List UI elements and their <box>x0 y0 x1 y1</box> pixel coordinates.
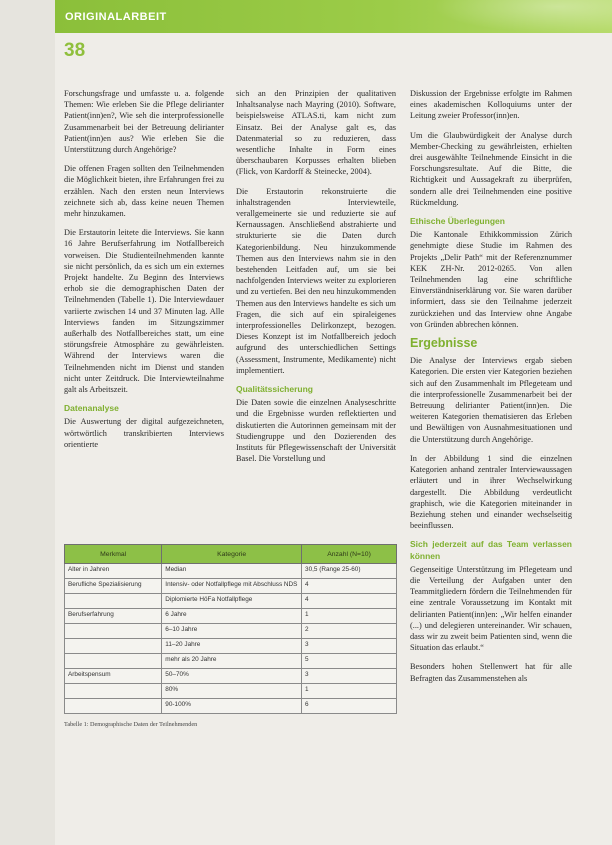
table-cell: 50–70% <box>162 669 302 684</box>
section-label: ORIGINALARBEIT <box>65 11 167 23</box>
paragraph: Um die Glaubwürdigkeit der Analyse durch Member-Checking zu gewährleisten, erhielten drei ausgewählte Teilnehmende Einsicht in die Forschungsresultate. Auf die Bitte, die Richtigkeit und Aussagekraft zu überprüfen, sondern alle drei Teilnehmenden eine positive Rückmeldung. <box>410 130 572 207</box>
paragraph: Diskussion der Ergebnisse erfolgte im Rahmen eines akademischen Kolloquiums unter der Leitung zweier Professor(inn)en. <box>410 89 572 121</box>
paragraph: Forschungsfrage und umfasste u. a. folgende Themen: Wie erleben Sie die Pflege delirianter Patient(inn)en?, Wie seh die interprofessionelle Zusammenarbeit bei der Betreuung delirianter Patient(inn)en aus? Wie erleben Sie die Unterstützung durch Angehörige? <box>64 89 224 155</box>
table-cell <box>65 654 162 669</box>
table-cell: 6–10 Jahre <box>162 624 302 639</box>
paragraph: Die Daten sowie die einzelnen Analyseschritte und die Ergebnisse wurden reflektierten und diskutierten die Autorinnen gemeinsam mit der Studiengruppe und den Dozierenden des Instituts für Pflegewissenschaft der Universität Basel. Die Vorstellung und <box>236 398 396 464</box>
table-row <box>65 609 397 624</box>
paragraph: Gegenseitige Unterstützung im Pflegeteam und die Verteilung der Aufgaben unter den Teammitgliedern fördern die Teilnehmenden für eine zentrale Voraussetzung im Kontakt mit delirianten Patient(inn)en: „Wir helfen einander (...) und delegieren untereinander. Wir schauen, dass wir zu zweit beim Patienten sind, wenn die Situation das erlaubt.“ <box>410 564 572 653</box>
table-cell <box>65 624 162 639</box>
table-cell: 30,5 (Range 25-60) <box>302 564 397 579</box>
paragraph: sich an den Prinzipien der qualitativen Inhaltsanalyse nach Mayring (2010). Software, beispielsweise ATLAS.ti, kam nicht zum Einsatz. Bei der Analyse galt es, das Datenmaterial so zu reduzieren, dass wesentliche Inhalte in Form eines überschaubaren Korpusses erhalten blieben (Flick, von Kardorff & Steinecke, 2004). <box>236 89 396 177</box>
demographics-table-block <box>64 544 397 728</box>
table-cell: Arbeitspensum <box>65 669 162 684</box>
subheading-ethik: Ethische Überlegungen <box>410 216 505 227</box>
paragraph: Die Analyse der Interviews ergab sieben Kategorien. Die ersten vier Kategorien beziehen sich auf den Zusammenhalt im Pflegeteam und die interprofessionelle Zusammenarbeit bei der Betreuung delirianter Patient(inn)en. Die weiteren Kategorien thematisieren das Erleben und Bewältigen von Ausnahmesituationen und die Unterstützung durch Angehörige. <box>410 356 572 444</box>
table-row <box>65 564 397 579</box>
subheading-datenanalyse: Datenanalyse <box>64 403 119 414</box>
paragraph: Besonders hohen Stellenwert hat für alle Befragten das Zusammenstehen als <box>410 662 572 683</box>
column-header: Merkmal <box>65 545 162 564</box>
table-cell: mehr als 20 Jahre <box>162 654 302 669</box>
paragraph: Die Erstautorin rekonstruierte die inhaltstragenden Interviewteile, verallgemeinerte sie und reduzierte sie auf Kernaussagen. Anschließend abstrahierte und strukturierte sie die Daten durch Kategorienbildung. Neu hinzukommende Themen aus den Interviews nahm sie in den bestehenden Leitfaden auf, um sie bei nachfolgenden Interviews weiter zu explorieren und zu vertiefen. Bei den neu hinzukommenden Themen aus den Interviews handelte es sich um Fragen, die sich auf ein spiraleigenes interprofessionelles Delirkonzept, bezogen. Dieses Konzept ist im Notfallbereich jedoch aufgrund des unterschiedlichen Settings (Assessment, Instrumente, Medikamente) nicht implementiert. <box>236 186 396 375</box>
table-cell <box>65 639 162 654</box>
table-cell <box>65 699 162 714</box>
scan-edge <box>0 0 55 845</box>
column-header: Kategorie <box>162 545 302 564</box>
paragraph: In der Abbildung 1 sind die einzelnen Kategorien anhand zentraler Interviewaussagen erläutert und in ihrer Wechselwirkung dargestellt. Die Abbildung verdeutlicht graphisch, wie die Kategorien miteinander in Beziehung stehen und einander wechselseitig beeinflussen. <box>410 453 572 531</box>
table-cell: 3 <box>302 669 397 684</box>
table-row <box>65 684 397 699</box>
table-row <box>65 579 397 594</box>
table-cell: 80% <box>162 684 302 699</box>
column-header: Anzahl (N=10) <box>302 545 397 564</box>
table-cell <box>65 684 162 699</box>
table-cell: 6 Jahre <box>162 609 302 624</box>
table-cell <box>65 594 162 609</box>
table-cell: 90-100% <box>162 699 302 714</box>
column-2 <box>236 88 396 473</box>
table-row <box>65 699 397 714</box>
paragraph: Die Kantonale Ethikkommission Zürich genehmigte diese Studie im Rahmen des Projekts „Delir Path“ mit der Referenznummer KEK ZH-Nr. 2012-0265. Von allen Teilnehmenden lag eine schriftliche Einverständniserklärung vor. Sie waren darüber informiert, dass sie den Teilnahme jederzeit zurückziehen und das Interview ohne Angabe von Gründen abbrechen können. <box>410 230 572 329</box>
table-cell: 1 <box>302 684 397 699</box>
table-row <box>65 654 397 669</box>
subheading-team: Sich jederzeit auf das Team verlassen können <box>410 539 572 561</box>
table-cell: 11–20 Jahre <box>162 639 302 654</box>
table-cell: 5 <box>302 654 397 669</box>
paragraph: Die Auswertung der digital aufgezeichneten, wörtwörtlich transkribierten Interviews orientierte <box>64 417 224 449</box>
table-cell: 4 <box>302 579 397 594</box>
table-cell: Alter in Jahren <box>65 564 162 579</box>
table-cell: 2 <box>302 624 397 639</box>
paragraph: Die Erstautorin leitete die Interviews. Sie kann 16 Jahre Berufserfahrung im Notfallbereich vorweisen. Die Studienteilnehmenden kannte sie nicht persönlich, da es sich um ein externes Projekt handelte. Zu Beginn des Interviews erhob sie die demographischen Daten der Teilnehmenden (Tabelle 1). Die Interviewdauer variierte zwischen 14 und 37 Minuten lag. Alle Interviews fanden im Sitzungszimmer außerhalb des Notfallbereiches statt, um eine störungsfreie Atmosphäre zu gewährleisten. Während der Interviews waren die Teilnehmenden nicht im Dienst und standen nicht unter Zeitdruck. Die Interviewteilnahme galt als Arbeitszeit. <box>64 228 224 395</box>
table-row <box>65 594 397 609</box>
column-1 <box>64 88 224 458</box>
table-caption: Tabelle 1: Demographische Daten der Teilnehmenden <box>64 721 198 728</box>
table-cell: Median <box>162 564 302 579</box>
table-cell: Diplomierte HöFa Notfallpflege <box>162 594 302 609</box>
table-row <box>65 639 397 654</box>
table-cell: Berufserfahrung <box>65 609 162 624</box>
table-cell: 1 <box>302 609 397 624</box>
table-cell: 3 <box>302 639 397 654</box>
table-cell: 6 <box>302 699 397 714</box>
subheading-qualitaetssicherung: Qualitätssicherung <box>236 384 313 395</box>
paragraph: Die offenen Fragen sollten den Teilnehmenden die Möglichkeit bieten, ihre Erfahrungen frei zu erzählen. Nach den ersten neun Interviews zeichnete sich ab, dass keine neuen Themen mehr hinzukamen. <box>64 164 224 219</box>
table-cell: Intensiv- oder Notfallpflege mit Abschluss NDS <box>162 579 302 594</box>
table-header-row <box>65 545 397 564</box>
table-row <box>65 669 397 684</box>
demographics-table <box>64 544 397 714</box>
column-3 <box>410 88 572 692</box>
page-number: 38 <box>64 40 86 61</box>
heading-ergebnisse: Ergebnisse <box>410 336 478 351</box>
table-cell: 4 <box>302 594 397 609</box>
table-cell: Berufliche Spezialisierung <box>65 579 162 594</box>
table-row <box>65 624 397 639</box>
